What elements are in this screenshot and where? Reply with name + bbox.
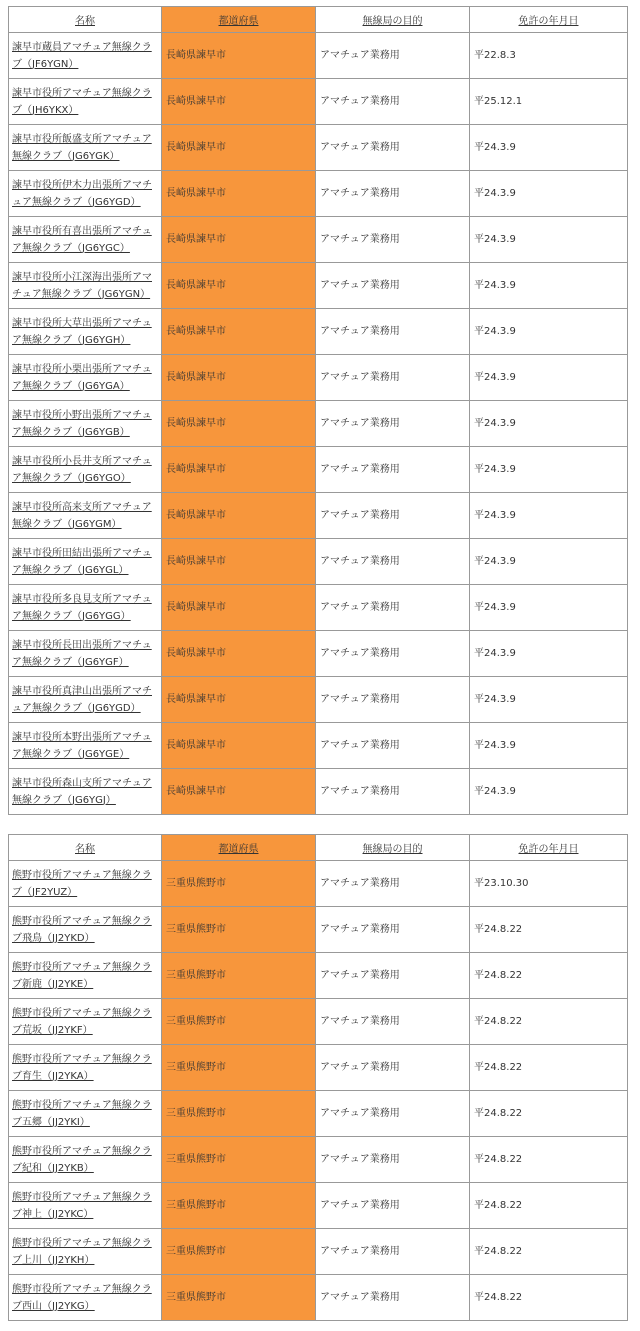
table-row bbox=[9, 1091, 628, 1137]
prefecture-cell: 長崎県諫早市 bbox=[162, 401, 316, 447]
prefecture-cell: 長崎県諫早市 bbox=[162, 493, 316, 539]
license-date-cell: 平24.8.22 bbox=[470, 953, 628, 999]
prefecture-cell: 長崎県諫早市 bbox=[162, 585, 316, 631]
table-nagasaki bbox=[8, 6, 628, 815]
club-name-link[interactable]: 熊野市役所アマチュア無線クラブ新鹿（JJ2YKE） bbox=[9, 953, 162, 999]
club-name-link[interactable]: 熊野市役所アマチュア無線クラブ西山（JJ2YKG） bbox=[9, 1275, 162, 1321]
header-license-date[interactable]: 免許の年月日 bbox=[470, 7, 628, 33]
table-row bbox=[9, 1045, 628, 1091]
license-date-cell: 平24.3.9 bbox=[470, 539, 628, 585]
header-prefecture[interactable]: 都道府県 bbox=[162, 7, 316, 33]
license-date-cell: 平24.8.22 bbox=[470, 999, 628, 1045]
club-name-link[interactable]: 諫早市役所アマチュア無線クラブ（JH6YKX） bbox=[9, 79, 162, 125]
license-date-cell: 平24.8.22 bbox=[470, 1229, 628, 1275]
table-row bbox=[9, 861, 628, 907]
prefecture-cell: 長崎県諫早市 bbox=[162, 125, 316, 171]
license-date-cell: 平24.3.9 bbox=[470, 585, 628, 631]
prefecture-cell: 三重県熊野市 bbox=[162, 1091, 316, 1137]
prefecture-cell: 三重県熊野市 bbox=[162, 861, 316, 907]
table-row bbox=[9, 263, 628, 309]
table-row bbox=[9, 309, 628, 355]
club-name-link[interactable]: 諫早市役所小江深海出張所アマチュア無線クラブ（JG6YGN） bbox=[9, 263, 162, 309]
prefecture-cell: 長崎県諫早市 bbox=[162, 309, 316, 355]
table-row bbox=[9, 33, 628, 79]
license-date-cell: 平24.8.22 bbox=[470, 907, 628, 953]
prefecture-cell: 三重県熊野市 bbox=[162, 1229, 316, 1275]
club-name-link[interactable]: 諫早市役所伊木力出張所アマチュア無線クラブ（JG6YGD） bbox=[9, 171, 162, 217]
table-row bbox=[9, 539, 628, 585]
purpose-cell: アマチュア業務用 bbox=[316, 953, 470, 999]
club-name-link[interactable]: 熊野市役所アマチュア無線クラブ（JF2YUZ） bbox=[9, 861, 162, 907]
table-body bbox=[9, 33, 628, 815]
license-date-cell: 平24.3.9 bbox=[470, 263, 628, 309]
table-row bbox=[9, 1229, 628, 1275]
purpose-cell: アマチュア業務用 bbox=[316, 677, 470, 723]
purpose-cell: アマチュア業務用 bbox=[316, 447, 470, 493]
purpose-cell: アマチュア業務用 bbox=[316, 861, 470, 907]
license-date-cell: 平24.3.9 bbox=[470, 447, 628, 493]
purpose-cell: アマチュア業務用 bbox=[316, 217, 470, 263]
license-date-cell: 平24.3.9 bbox=[470, 401, 628, 447]
prefecture-cell: 三重県熊野市 bbox=[162, 999, 316, 1045]
license-date-cell: 平24.8.22 bbox=[470, 1045, 628, 1091]
club-name-link[interactable]: 熊野市役所アマチュア無線クラブ上川（JJ2YKH） bbox=[9, 1229, 162, 1275]
table-row bbox=[9, 401, 628, 447]
purpose-cell: アマチュア業務用 bbox=[316, 79, 470, 125]
table-row bbox=[9, 999, 628, 1045]
license-date-cell: 平24.8.22 bbox=[470, 1137, 628, 1183]
club-name-link[interactable]: 諫早市役所森山支所アマチュア無線クラブ（JG6YGJ） bbox=[9, 769, 162, 815]
purpose-cell: アマチュア業務用 bbox=[316, 401, 470, 447]
club-name-link[interactable]: 諫早市役所真津山出張所アマチュア無線クラブ（JG6YGD） bbox=[9, 677, 162, 723]
license-date-cell: 平24.3.9 bbox=[470, 677, 628, 723]
club-name-link[interactable]: 諫早市役所小野出張所アマチュア無線クラブ（JG6YGB） bbox=[9, 401, 162, 447]
table-row bbox=[9, 585, 628, 631]
table-row bbox=[9, 355, 628, 401]
purpose-cell: アマチュア業務用 bbox=[316, 1183, 470, 1229]
license-date-cell: 平24.3.9 bbox=[470, 631, 628, 677]
purpose-cell: アマチュア業務用 bbox=[316, 907, 470, 953]
license-date-cell: 平24.3.9 bbox=[470, 355, 628, 401]
purpose-cell: アマチュア業務用 bbox=[316, 125, 470, 171]
club-name-link[interactable]: 諫早市役所多良見支所アマチュア無線クラブ（JG6YGG） bbox=[9, 585, 162, 631]
purpose-cell: アマチュア業務用 bbox=[316, 539, 470, 585]
prefecture-cell: 長崎県諫早市 bbox=[162, 677, 316, 723]
license-date-cell: 平24.8.22 bbox=[470, 1091, 628, 1137]
club-name-link[interactable]: 諫早市役所長田出張所アマチュア無線クラブ（JG6YGF） bbox=[9, 631, 162, 677]
table-row bbox=[9, 125, 628, 171]
purpose-cell: アマチュア業務用 bbox=[316, 631, 470, 677]
club-name-link[interactable]: 熊野市役所アマチュア無線クラブ飛鳥（JJ2YKD） bbox=[9, 907, 162, 953]
prefecture-cell: 長崎県諫早市 bbox=[162, 171, 316, 217]
club-name-link[interactable]: 諫早市蔵員アマチュア無線クラブ（JF6YGN） bbox=[9, 33, 162, 79]
prefecture-cell: 長崎県諫早市 bbox=[162, 539, 316, 585]
license-date-cell: 平24.3.9 bbox=[470, 171, 628, 217]
club-name-link[interactable]: 諫早市役所高来支所アマチュア無線クラブ（JG6YGM） bbox=[9, 493, 162, 539]
club-name-link[interactable]: 諫早市役所飯盛支所アマチュア無線クラブ（JG6YGK） bbox=[9, 125, 162, 171]
table-row bbox=[9, 493, 628, 539]
table-row bbox=[9, 447, 628, 493]
prefecture-cell: 長崎県諫早市 bbox=[162, 33, 316, 79]
license-date-cell: 平24.3.9 bbox=[470, 217, 628, 263]
header-name[interactable]: 名称 bbox=[9, 835, 162, 861]
purpose-cell: アマチュア業務用 bbox=[316, 1091, 470, 1137]
prefecture-cell: 長崎県諫早市 bbox=[162, 263, 316, 309]
license-date-cell: 平24.3.9 bbox=[470, 723, 628, 769]
header-purpose[interactable]: 無線局の目的 bbox=[316, 835, 470, 861]
club-name-link[interactable]: 諫早市役所大草出張所アマチュア無線クラブ（JG6YGH） bbox=[9, 309, 162, 355]
club-name-link[interactable]: 諫早市役所有喜出張所アマチュア無線クラブ（JG6YGC） bbox=[9, 217, 162, 263]
purpose-cell: アマチュア業務用 bbox=[316, 1045, 470, 1091]
table-header-row bbox=[9, 7, 628, 33]
prefecture-cell: 三重県熊野市 bbox=[162, 907, 316, 953]
license-date-cell: 平24.3.9 bbox=[470, 493, 628, 539]
license-date-cell: 平25.12.1 bbox=[470, 79, 628, 125]
club-name-link[interactable]: 熊野市役所アマチュア無線クラブ育生（JJ2YKA） bbox=[9, 1045, 162, 1091]
purpose-cell: アマチュア業務用 bbox=[316, 355, 470, 401]
license-date-cell: 平24.3.9 bbox=[470, 125, 628, 171]
purpose-cell: アマチュア業務用 bbox=[316, 263, 470, 309]
club-name-link[interactable]: 諫早市役所田結出張所アマチュア無線クラブ（JG6YGL） bbox=[9, 539, 162, 585]
license-date-cell: 平24.3.9 bbox=[470, 309, 628, 355]
license-date-cell: 平24.3.9 bbox=[470, 769, 628, 815]
table-row bbox=[9, 677, 628, 723]
table-body bbox=[9, 861, 628, 1321]
table-row bbox=[9, 1275, 628, 1321]
header-prefecture[interactable]: 都道府県 bbox=[162, 835, 316, 861]
club-name-link[interactable]: 熊野市役所アマチュア無線クラブ神上（JJ2YKC） bbox=[9, 1183, 162, 1229]
club-name-link[interactable]: 諫早市役所本野出張所アマチュア無線クラブ（JG6YGE） bbox=[9, 723, 162, 769]
table-row bbox=[9, 171, 628, 217]
header-purpose[interactable]: 無線局の目的 bbox=[316, 7, 470, 33]
table-row bbox=[9, 907, 628, 953]
table-row bbox=[9, 1183, 628, 1229]
table-row bbox=[9, 769, 628, 815]
table-row bbox=[9, 723, 628, 769]
club-name-link[interactable]: 諫早市役所小栗出張所アマチュア無線クラブ（JG6YGA） bbox=[9, 355, 162, 401]
license-date-cell: 平22.8.3 bbox=[470, 33, 628, 79]
license-date-cell: 平24.8.22 bbox=[470, 1183, 628, 1229]
prefecture-cell: 三重県熊野市 bbox=[162, 1045, 316, 1091]
purpose-cell: アマチュア業務用 bbox=[316, 585, 470, 631]
prefecture-cell: 長崎県諫早市 bbox=[162, 769, 316, 815]
purpose-cell: アマチュア業務用 bbox=[316, 309, 470, 355]
header-name[interactable]: 名称 bbox=[9, 7, 162, 33]
prefecture-cell: 長崎県諫早市 bbox=[162, 723, 316, 769]
table-row bbox=[9, 1137, 628, 1183]
club-name-link[interactable]: 熊野市役所アマチュア無線クラブ五郷（JJ2YKI） bbox=[9, 1091, 162, 1137]
table-kumano bbox=[8, 834, 628, 1321]
club-name-link[interactable]: 熊野市役所アマチュア無線クラブ荒坂（JJ2YKF） bbox=[9, 999, 162, 1045]
purpose-cell: アマチュア業務用 bbox=[316, 769, 470, 815]
prefecture-cell: 長崎県諫早市 bbox=[162, 631, 316, 677]
purpose-cell: アマチュア業務用 bbox=[316, 171, 470, 217]
club-name-link[interactable]: 諫早市役所小長井支所アマチュア無線クラブ（JG6YGO） bbox=[9, 447, 162, 493]
license-date-cell: 平24.8.22 bbox=[470, 1275, 628, 1321]
prefecture-cell: 三重県熊野市 bbox=[162, 1275, 316, 1321]
prefecture-cell: 三重県熊野市 bbox=[162, 1183, 316, 1229]
prefecture-cell: 長崎県諫早市 bbox=[162, 217, 316, 263]
table-row bbox=[9, 953, 628, 999]
purpose-cell: アマチュア業務用 bbox=[316, 999, 470, 1045]
header-license-date[interactable]: 免許の年月日 bbox=[470, 835, 628, 861]
prefecture-cell: 長崎県諫早市 bbox=[162, 79, 316, 125]
table-row bbox=[9, 631, 628, 677]
purpose-cell: アマチュア業務用 bbox=[316, 1229, 470, 1275]
license-date-cell: 平23.10.30 bbox=[470, 861, 628, 907]
purpose-cell: アマチュア業務用 bbox=[316, 723, 470, 769]
purpose-cell: アマチュア業務用 bbox=[316, 493, 470, 539]
purpose-cell: アマチュア業務用 bbox=[316, 1137, 470, 1183]
table-row bbox=[9, 79, 628, 125]
table-row bbox=[9, 217, 628, 263]
purpose-cell: アマチュア業務用 bbox=[316, 33, 470, 79]
prefecture-cell: 三重県熊野市 bbox=[162, 953, 316, 999]
purpose-cell: アマチュア業務用 bbox=[316, 1275, 470, 1321]
prefecture-cell: 三重県熊野市 bbox=[162, 1137, 316, 1183]
prefecture-cell: 長崎県諫早市 bbox=[162, 355, 316, 401]
table-header-row bbox=[9, 835, 628, 861]
club-name-link[interactable]: 熊野市役所アマチュア無線クラブ紀和（JJ2YKB） bbox=[9, 1137, 162, 1183]
prefecture-cell: 長崎県諫早市 bbox=[162, 447, 316, 493]
